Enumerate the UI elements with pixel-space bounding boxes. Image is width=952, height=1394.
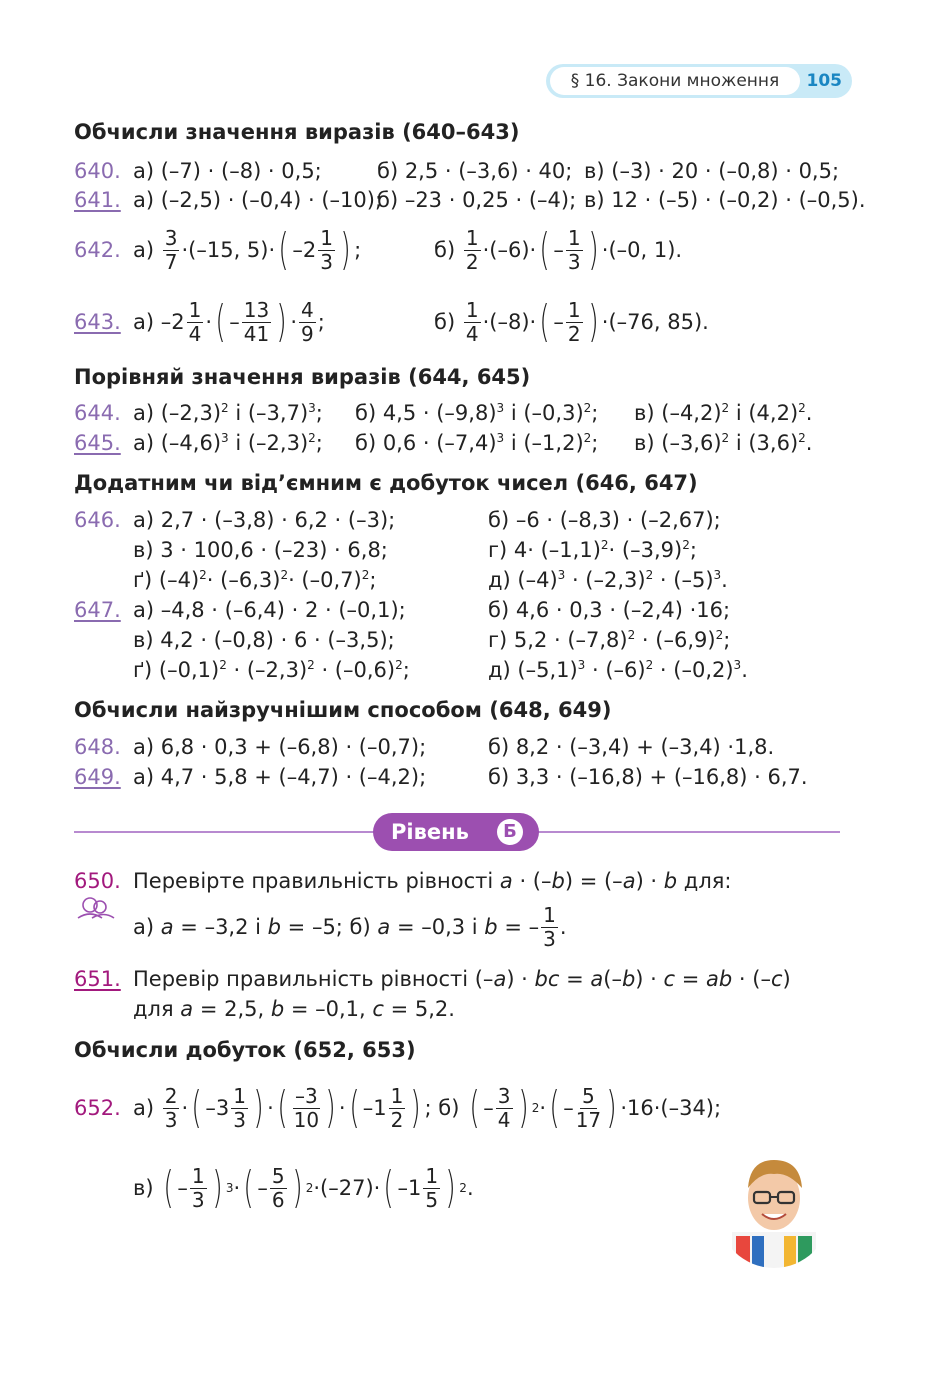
- running-header: [546, 64, 852, 98]
- part-a: а) –4,8 · (–6,4) · 2 · (–0,1);: [133, 598, 406, 622]
- part-d: д) $(-4)^3 \cdot (-2,3)^2 \cdot (-5)^3$.: [488, 568, 728, 592]
- section-title: § 16. Закони множення: [550, 67, 800, 95]
- part-g: г) $4\cdot (-1,1)^2\cdot (-3,9)^2$;: [488, 538, 697, 562]
- part-v: в) ( – $\frac{1}{3}$ ) 3 · ( – $\frac{5}{6}$ ) 2 ·(–27)· ( –1 $\frac{1}{5}$ ) 2 .: [133, 1162, 474, 1213]
- exercise-number: 651.: [74, 967, 121, 991]
- part-g-prime: ґ) $(-0,1)^2 \cdot (-2,3)^2 \cdot (-0,6)^2$;: [133, 658, 410, 682]
- student-illustration: [718, 1150, 830, 1274]
- part-a: а) 2,7 · (–3,8) · 6,2 · (–3);: [133, 508, 396, 532]
- exercise-number: 649.: [74, 765, 121, 789]
- part-v: в) $(-4,2)^2$ і $(4,2)^2$.: [634, 401, 813, 425]
- heading-644-645: Порівняй значення виразів (644, 645): [74, 365, 531, 389]
- part-b: б) –23 · 0,25 · (–4);: [377, 188, 577, 212]
- exercise-number: 642.: [74, 238, 121, 262]
- part-a: а) (–7) · (–8) · 0,5;: [133, 159, 322, 183]
- level-letter: Б: [497, 819, 523, 845]
- exercise-number: 643.: [74, 310, 121, 334]
- part-b: б) 2,5 · (–3,6) · 40;: [377, 159, 573, 183]
- exercise-number: 640.: [74, 159, 121, 183]
- part-b: б) –6 · (–8,3) · (–2,67);: [488, 508, 721, 532]
- heading-646-647: Додатним чи від’ємним є добуток чисел (646, 647): [74, 471, 698, 495]
- part-v: в) $(-3,6)^2$ і $(3,6)^2$.: [634, 431, 813, 455]
- exercise-number: 647.: [74, 598, 121, 622]
- part-b: б) 4,6 · 0,3 · (–2,4) ·16;: [488, 598, 731, 622]
- heading-640-643: Обчисли значення виразів (640–643): [74, 120, 520, 144]
- level-badge: Рівень Б: [373, 813, 539, 851]
- part-b: б) 8,2 · (–3,4) + (–3,4) ·1,8.: [488, 735, 775, 759]
- part-a: а) (–2,5) · (–0,4) · (–10);: [133, 188, 383, 212]
- part-g: г) $5,2 \cdot (-7,8)^2 \cdot (-6,9)^2$;: [488, 628, 731, 652]
- exercise-number: 648.: [74, 735, 121, 759]
- part-g-prime: ґ) $(-4)^2\cdot (-6,3)^2\cdot (-0,7)^2$;: [133, 568, 377, 592]
- part-a: а) –2 $\frac{1}{4}$ · ( – $\frac{13}{41}$ ) · $\frac{4}{9}$ ;: [133, 296, 325, 347]
- part-v: в) 3 · 100,6 · (–23) · 6,8;: [133, 538, 388, 562]
- part-a: а) $(-4,6)^3$ і $(-2,3)^2$;: [133, 431, 323, 455]
- heading-652-653: Обчисли добуток (652, 653): [74, 1038, 416, 1062]
- exercise-number: 646.: [74, 508, 121, 532]
- part-a-b: а) $\frac{2}{3}$ · ( –3 $\frac{1}{3}$ ) · ( $\frac{-3}{10}$ ) · ( –1 $\frac{1}{2}$ ) ; б) ( – $\frac{3}{4}$ ) 2 · ( – $\frac{5}{17}$ ) ·16·(–34);: [133, 1082, 722, 1133]
- exercise-number: 644.: [74, 401, 121, 425]
- pair-work-icon: [76, 896, 116, 920]
- heading-648-649: Обчисли найзручнішим способом (648, 649): [74, 698, 612, 722]
- part-v: в) 4,2 · (–0,8) · 6 · (–3,5);: [133, 628, 395, 652]
- part-v: в) (–3) · 20 · (–0,8) · 0,5;: [584, 159, 840, 183]
- part-b: б) $4,5 \cdot (-9,8)^3$ і $(-0,3)^2$;: [355, 401, 599, 425]
- part-a: а) 4,7 · 5,8 + (–4,7) · (–4,2);: [133, 765, 427, 789]
- part-b: б) $\frac{1}{2}$ ·( –6 )· ( – $\frac{1}{3}$ ) ·( –0, 1 ).: [434, 224, 683, 275]
- part-a: а) 6,8 · 0,3 + (–6,8) · (–0,7);: [133, 735, 427, 759]
- exercise-number: 645.: [74, 431, 121, 455]
- part-b: б) 3,3 · (–16,8) + (–16,8) · 6,7.: [488, 765, 808, 789]
- part-b: б) $0,6 \cdot (-7,4)^3$ і $(-1,2)^2$;: [355, 431, 599, 455]
- exercise-number: 652.: [74, 1096, 121, 1120]
- part-d: д) $(-5,1)^3 \cdot (-6)^2 \cdot (-0,2)^3$.: [488, 658, 748, 682]
- part-a: а) $(-2,3)^2$ і $(-3,7)^3$;: [133, 401, 323, 425]
- exercise-number: 641.: [74, 188, 121, 212]
- part-a: а) $\frac{3}{7}$ ·( –15, 5 )· ( –2 $\frac{1}{3}$ ) ;: [133, 224, 362, 275]
- exercise-650-text: Перевірте правильність рівності a · (–b) = (–a) · b для:: [133, 869, 732, 893]
- page-number: 105: [806, 71, 842, 91]
- part-v: в) 12 · (–5) · (–0,2) · (–0,5).: [584, 188, 866, 212]
- part-b: б) $\frac{1}{4}$ ·( –8 )· ( – $\frac{1}{2}$ ) ·( –76, 85 ).: [434, 296, 709, 347]
- exercise-number: 650.: [74, 869, 121, 893]
